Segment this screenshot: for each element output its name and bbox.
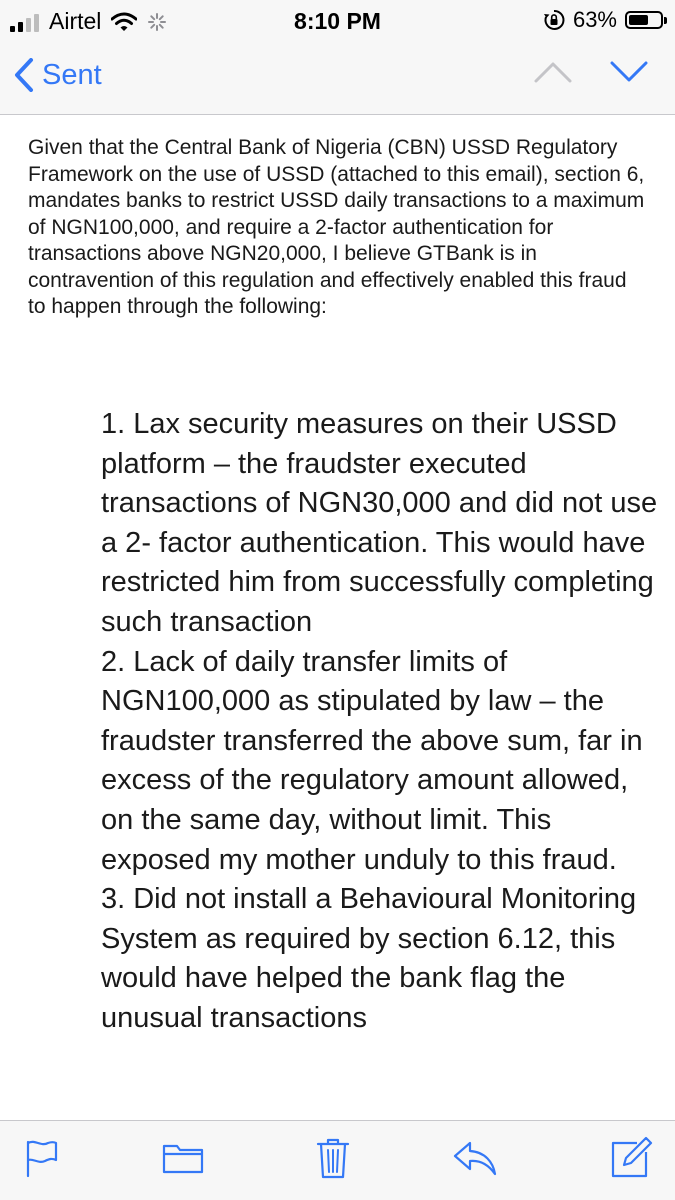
- trash-icon: [315, 1136, 351, 1180]
- status-bar: [0, 0, 675, 40]
- next-message-chevron-down-icon[interactable]: [609, 60, 649, 84]
- status-right: [543, 7, 663, 33]
- message-navigation: [533, 60, 649, 84]
- list-item: 3. Did not install a Behavioural Monitoring System as required by section 6.12, this would have helped the bank flag the unusual transactions: [101, 883, 637, 1034]
- list-item: 1. Lax security measures on their USSD platform – the fraudster executed transactions of NGN30,000 and did not use a 2- factor authentication. This would have restricted him from successfully completing such transaction: [101, 408, 658, 638]
- flag-button[interactable]: [18, 1135, 64, 1181]
- flag-icon: [23, 1138, 59, 1178]
- email-intro-paragraph: Given that the Central Bank of Nigeria (CBN) USSD Regulatory Framework on the use of USSD (attached to this email), section 6, mandates banks to restrict USSD daily transactions to a maximum of NGN100,000, and require a 2-factor authentication for transactions above NGN20,000, I believe GTBank is in contravention of this regulation and effectively enabled this fraud to happen through the following:: [28, 136, 645, 318]
- email-numbered-list: [101, 405, 661, 1039]
- reply-icon: [452, 1139, 498, 1177]
- orientation-lock-icon: [543, 9, 565, 31]
- bottom-toolbar: [0, 1120, 675, 1200]
- chevron-left-icon: [14, 58, 34, 92]
- previous-message-chevron-up-icon[interactable]: [533, 60, 573, 84]
- folder-icon: [161, 1141, 205, 1175]
- compose-button[interactable]: [608, 1135, 654, 1181]
- status-time: 8:10 PM: [294, 8, 381, 34]
- trash-button[interactable]: [310, 1135, 356, 1181]
- move-to-folder-button[interactable]: [160, 1135, 206, 1181]
- email-body: [0, 115, 675, 1120]
- navigation-bar: [0, 40, 675, 115]
- back-label: Sent: [42, 58, 102, 91]
- battery-level: [629, 15, 648, 25]
- battery-icon: [625, 11, 663, 29]
- carrier-name: Airtel: [49, 8, 102, 34]
- battery-percent: 63%: [572, 7, 617, 32]
- list-item: 2. Lack of daily transfer limits of NGN100,000 as stipulated by law – the fraudster transferred the above sum, far in excess of the regulatory amount allowed, on the same day, without limit. This exposed my mother unduly to this fraud.: [101, 645, 643, 876]
- compose-icon: [609, 1136, 653, 1180]
- back-button[interactable]: [14, 58, 102, 92]
- reply-button[interactable]: [452, 1135, 498, 1181]
